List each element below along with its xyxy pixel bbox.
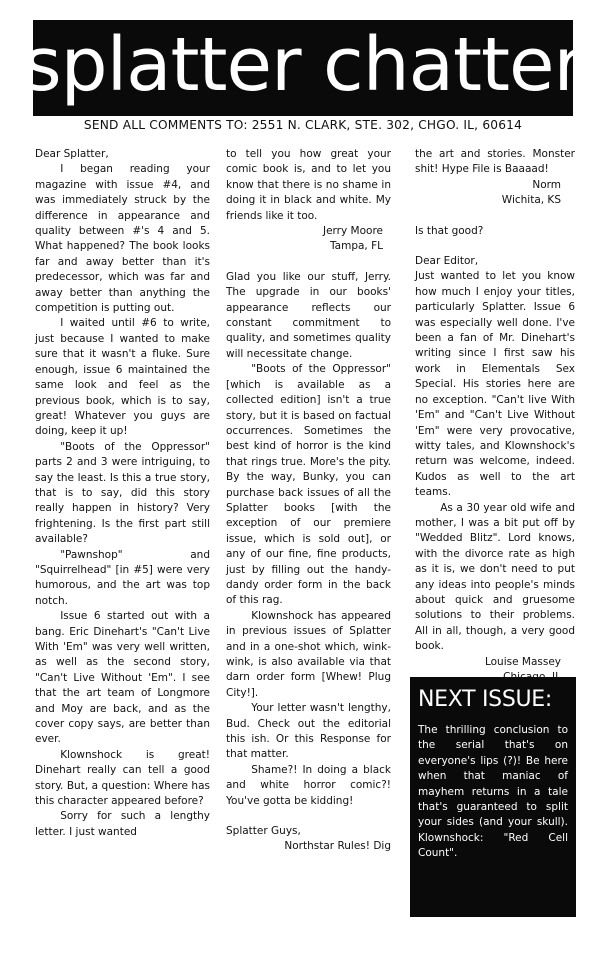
letter-2-salutation: Splatter Guys, [226, 825, 301, 838]
letter-1-salutation: Dear Splatter, [35, 148, 109, 160]
letter-3-paragraph: As a 30 year old wife and mother, I was a bit put off by "Wedded Blitz". Lord knows, with the divorce rate as high as it is, we don't need to put any ideas into people's minds about quick and gruesome solutions to their problems. All in all, though, a very good book. [415, 501, 575, 653]
letter-2-paragraph: Northstar Rules! Dig [284, 840, 391, 853]
column-3 [415, 147, 575, 685]
reply-1-paragraph: Klownshock has appeared in previous issues of Splatter and in a one-shot which, wink-wink, is also available via that darn order form [Whew! Plug City!]. [226, 609, 391, 699]
reply-1-paragraph: "Boots of the Oppressor" [which is available as a collected edition] isn't a true story, but it is based on factual occurrences. Sometimes the best kind of horror is the kind that rings true. More's the pity. By the way, Bunky, you can purchase back issues of all the Splatter books [with the exception of our premiere issue, which is sold out], or any of our fine, fine products, just by filling out the handy-dandy order form in the back of this rag. [226, 363, 391, 607]
letter-1-paragraph: to tell you how great your comic book is, and to let you know that there is no shame in doing it in black and white. My friends like it too. [226, 148, 391, 222]
letter-1-signature-name: Jerry Moore [322, 225, 383, 238]
letter-1-paragraph: Sorry for such a lengthy letter. I just wanted [35, 810, 210, 838]
page-title: splatter chatter [23, 22, 583, 108]
letter-2-signature-place: Wichita, KS [501, 194, 561, 207]
letter-1-paragraph: "Pawnshop" and "Squirrelhead" [in #5] were very humorous, and the art was top notch. [35, 548, 210, 607]
letter-3-paragraph: Just wanted to let you know how much I enjoy your titles, particularly Splatter. Issue 6 was especially well done. I've been a fan of Mr. Dinehart's writing since I first saw his work in Elementals Sex Special. His stories here are no exception. "Can't live With 'Em" and "Can't Live Without 'Em" were very provocative, witty tales, and Klownshock's return was welcome, indeed. Kudos as well to the art teams. [415, 270, 575, 499]
column-2 [226, 147, 391, 855]
column-1 [35, 147, 210, 840]
letter-1-paragraph: I waited until #6 to write, just because I wanted to make sure that it wasn't a fluke. Sure enough, issue 6 maintained the same look and feel as the previous book, which is to say, great! Whatever you guys are doing, keep it up! [35, 317, 210, 438]
reply-2-paragraph: Is that good? [415, 224, 484, 237]
reply-1-paragraph: Shame?! In doing a black and white horror comic?! You've gotta be kidding! [226, 763, 391, 807]
reply-1-paragraph: Glad you like our stuff, Jerry. The upgrade in our books' appearance reflects our constant commitment to quality, and sometimes quality will necessitate change. [226, 270, 391, 360]
next-issue-box [410, 677, 576, 917]
letter-3-signature-name: Louise Massey [484, 655, 561, 668]
letter-2-signature-name: Norm [532, 178, 561, 191]
letter-1-paragraph: "Boots of the Oppressor" parts 2 and 3 were intriguing, to say the least. Is this a true story, that is to say, did this story really happen in history? Very frightening. Is the first part still available? [35, 440, 210, 546]
letter-1-paragraph: Issue 6 started out with a bang. Eric Dinehart's "Can't Live With 'Em" was very well written, as well as the second story, "Can't Live Without 'Em". I see that the art team of Longmore and Moy are back, and as the cover copy says, are better than ever. [35, 610, 210, 746]
letter-1-paragraph: I began reading your magazine with issue #4, and was immediately struck by the difference in appearance and quality between #'s 4 and 5. What happened? The book looks far and away better than it's predecessor, which was far and away better than anything the competition is putting out. [35, 163, 210, 315]
next-issue-body: The thrilling conclusion to the serial that's on everyone's lips (?)! Be here when that maniac of mayhem returns in a tale that's guaranteed to split your sides (and your skull). Klownshock: "Red Cell Count". [418, 724, 568, 860]
next-issue-title: NEXT ISSUE: [418, 687, 553, 712]
send-comments-address: SEND ALL COMMENTS TO: 2551 N. CLARK, STE. 302, CHGO. IL, 60614 [83, 118, 523, 132]
letter-1-signature-place: Tampa, FL [329, 240, 383, 253]
letter-2-paragraph: the art and stories. Monster shit! Hype File is Baaaad! [415, 148, 575, 176]
letter-1-paragraph: Klownshock is great! Dinehart really can tell a good story. But, a question: Where has this character appeared before? [35, 748, 210, 808]
letter-3-salutation: Dear Editor, [415, 255, 479, 268]
reply-1-paragraph: Your letter wasn't lengthy, Bud. Check out the editorial this ish. Or this Response for that matter. [226, 702, 391, 761]
title-banner [23, 20, 583, 116]
